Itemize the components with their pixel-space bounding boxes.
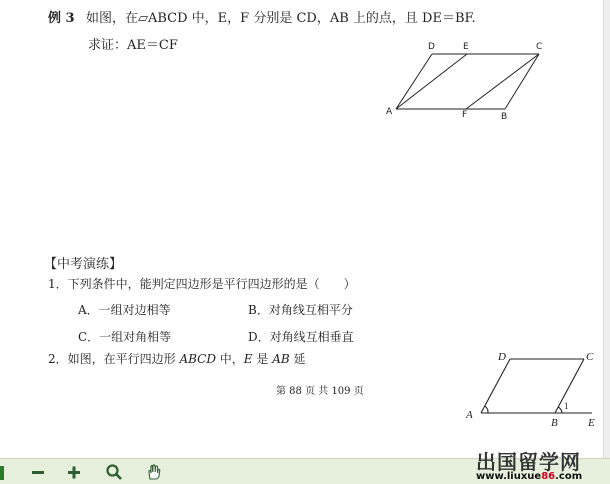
panel-handle[interactable] — [0, 466, 4, 480]
option-a: A．一组对边相等 — [78, 303, 171, 317]
example-problem: 如图，在▱ABCD 中，E，F 分别是 CD，AB 上的点，且 DE＝BF. — [86, 11, 476, 26]
zoom-out-button[interactable] — [27, 463, 49, 481]
segment-cf — [466, 54, 539, 109]
question-2-abcd: ABCD — [179, 352, 216, 366]
fig2-side-ad — [481, 359, 510, 413]
watermark-logo-text: 出国留学网 — [476, 450, 581, 474]
question-2-middle: 中， — [215, 352, 244, 366]
option-d: D．对角线互相垂直 — [248, 330, 354, 344]
label-d: D — [428, 42, 435, 52]
option-c: C．一组对角相等 — [78, 330, 172, 344]
example-label: 例 3 — [48, 11, 75, 26]
hand-tool-button[interactable] — [143, 463, 165, 481]
hand-icon — [145, 463, 163, 481]
question-2-prefix: 2．如图，在平行四边形 — [48, 352, 180, 366]
fig2-label-a: A — [466, 409, 473, 421]
fig2-side-cb — [555, 359, 584, 413]
label-c: C — [536, 42, 543, 52]
zoom-out-icon — [30, 464, 46, 480]
side-ad — [396, 54, 432, 109]
angle-a-arc — [485, 406, 488, 413]
practice-heading: 【中考演练】 — [44, 257, 123, 272]
label-f: F — [462, 110, 468, 120]
zoom-in-icon — [66, 464, 82, 480]
fig2-angle-1: 1 — [564, 401, 569, 411]
label-e: E — [463, 42, 469, 52]
example-prove: 求证：AE＝CF — [88, 38, 178, 53]
page-info: 第 88 页 共 109 页 — [276, 386, 364, 397]
magnifier-icon — [105, 463, 123, 481]
question-2-ab: AB — [272, 352, 290, 366]
fig2-label-b: B — [551, 417, 558, 429]
magnifier-button[interactable] — [103, 463, 125, 481]
question-2-is: 是 — [252, 352, 273, 366]
question-1: 1．下列条件中，能判定四边形是平行四边形的是（ ） — [48, 277, 356, 291]
watermark-url-prefix: www.liuxue — [476, 471, 542, 482]
question-2-e: E — [243, 352, 253, 366]
page-scrollbar[interactable] — [603, 0, 610, 458]
fig2-label-c: C — [586, 351, 594, 363]
watermark-url-number: 86 — [541, 471, 556, 482]
segment-ae — [396, 54, 467, 109]
watermark-url — [476, 471, 582, 482]
question-2-suffix: 延 — [289, 352, 306, 366]
fig2-label-e: E — [588, 417, 595, 429]
watermark-url-suffix: .com — [555, 471, 583, 482]
parallelogram-figure-2 — [470, 352, 600, 422]
site-watermark — [470, 446, 610, 483]
option-b: B．对角线互相平分 — [248, 303, 353, 317]
question-2 — [48, 350, 306, 367]
label-a: A — [386, 107, 393, 117]
angle-1-arc — [558, 407, 562, 413]
zoom-in-button[interactable] — [63, 463, 85, 481]
fig2-label-d: D — [498, 351, 506, 363]
label-b: B — [501, 112, 508, 122]
side-cb — [505, 54, 539, 109]
